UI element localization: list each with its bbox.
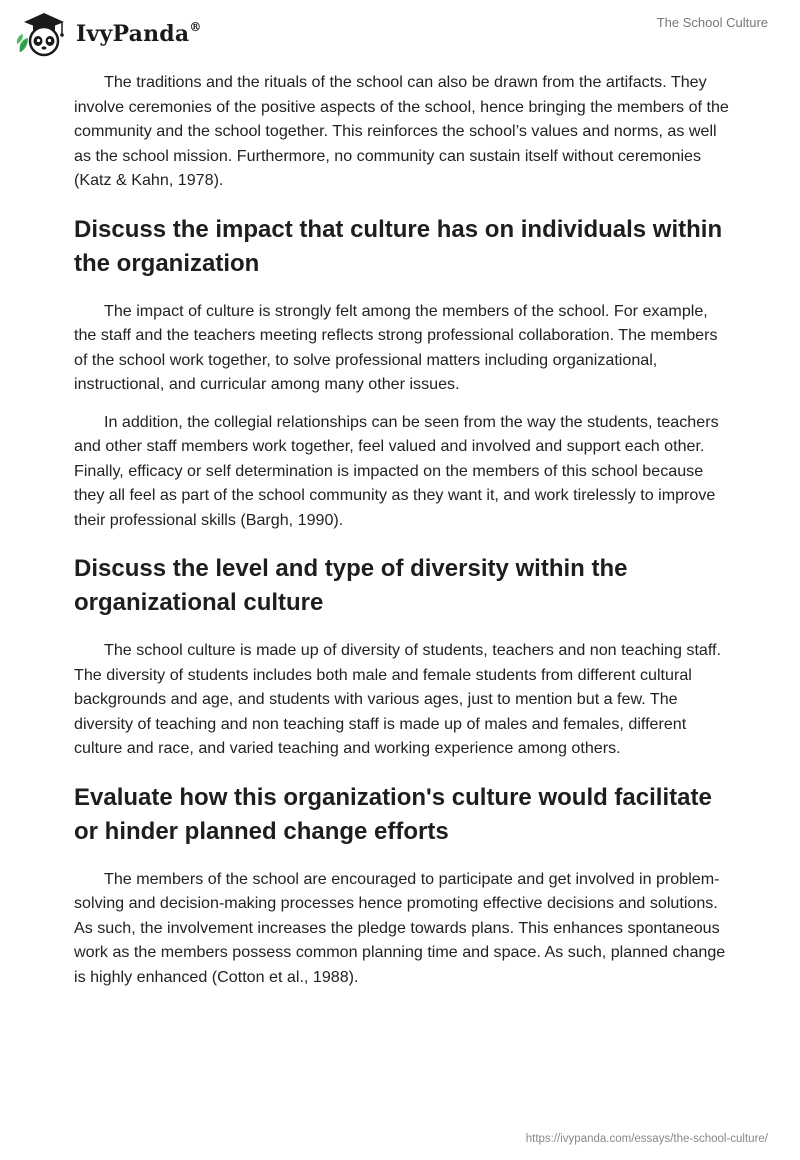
source-url[interactable]: https://ivypanda.com/essays/the-school-culture/ <box>525 1133 768 1145</box>
brand-logo[interactable] <box>14 8 202 58</box>
brand-name: IvyPanda® <box>76 19 202 47</box>
section-heading-impact: Discuss the impact that culture has on individuals within the organization <box>74 215 723 277</box>
essay-body <box>74 70 730 1002</box>
paragraph: The members of the school are encouraged to participate and get involved in problem-solving and decision-making processes hence promoting effective decisions and solutions. As such, the involvement increases the pledge towards plans. This enhances spontaneous work as the members possess common planning time and space. As such, planned change is highly enhanced (Cotton et al., 1988). <box>74 869 726 986</box>
paragraph: In addition, the collegial relationships can be seen from the way the students, teachers and other staff members work together, feel valued and involved and support each other. Finally, efficacy or self determination is impacted on the members of this school because they all feel as part of the school community as they want it, and work tirelessly to improve their professional skills (Bargh, 1990). <box>74 412 719 529</box>
document-title: The School Culture <box>656 15 768 30</box>
intro-paragraph: The traditions and the rituals of the school can also be drawn from the artifacts. They involve ceremonies of the positive aspects of the school, hence bringing the members of the community and the school together. This reinforces the school’s values and norms, as well as the school mission. Furthermore, no community can sustain itself without ceremonies (Katz & Kahn, 1978). <box>74 73 729 189</box>
panda-graduate-icon <box>14 8 72 58</box>
paragraph: The school culture is made up of diversity of students, teachers and non teaching staff. The diversity of students includes both male and female students from different cultural backgrounds and age, and students with various ages, just to mention but a few. The diversity of teaching and non teaching staff is made up of males and females, different culture and race, and varied teaching and working experience among others. <box>74 641 721 757</box>
section-heading-diversity: Discuss the level and type of diversity within the organizational culture <box>74 555 628 616</box>
section-heading-change: Evaluate how this organization's culture would facilitate or hinder planned change efforts <box>74 783 712 845</box>
paragraph: The impact of culture is strongly felt among the members of the school. For example, the staff and the teachers meeting reflects strong professional collaboration. The members of the school work together, to solve professional matters including organizational, instructional, and curricular among many other issues. <box>74 301 718 393</box>
page-header <box>0 0 800 64</box>
